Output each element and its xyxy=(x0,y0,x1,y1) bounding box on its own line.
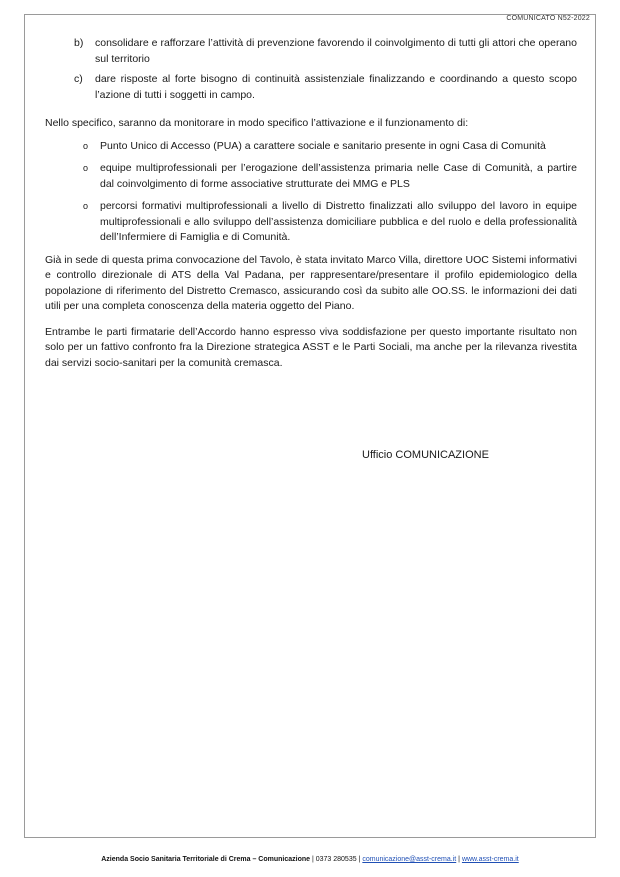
footer-organization: Azienda Socio Sanitaria Territoriale di Crema – Comunicazione xyxy=(101,856,311,863)
document-body xyxy=(45,36,577,381)
footer-phone: 0373 280535 xyxy=(315,856,357,863)
lettered-list xyxy=(45,36,577,103)
bullet-list xyxy=(45,139,577,246)
footer-separator: | xyxy=(456,856,462,863)
list-item-text: percorsi formativi multiprofessionali a livello di Distretto finalizzati allo sviluppo del lavoro in equipe multiprofessionali e allo sviluppo dell’assistenza domiciliare pubblica e del ruolo e della professionalità dell’Infermiere di Famiglia e di Comunità. xyxy=(100,200,577,243)
list-marker: c) xyxy=(74,73,83,85)
list-item xyxy=(45,161,577,192)
signature: Ufficio COMUNICAZIONE xyxy=(362,449,489,461)
list-item-text: equipe multiprofessionali per l’erogazione dell’assistenza primaria nelle Case di Comunità, a partire dal coinvolgimento di forme associative strutturate dei MMG e PLS xyxy=(100,162,577,190)
footer-separator: | xyxy=(310,856,316,863)
intro-paragraph: Nello specifico, saranno da monitorare in modo specifico l’attivazione e il funzionamento di: xyxy=(45,117,469,129)
footer-email-link[interactable]: comunicazione@asst-crema.it xyxy=(362,856,457,863)
list-marker: b) xyxy=(74,37,84,49)
document-reference: COMUNICATO N52-2022 xyxy=(506,15,590,22)
bullet-marker: o xyxy=(83,163,89,173)
bullet-marker: o xyxy=(83,140,89,151)
list-item-text: Punto Unico di Accesso (PUA) a carattere sociale e sanitario presente in ogni Casa di Comunità xyxy=(100,139,546,152)
bullet-marker: o xyxy=(83,201,89,211)
list-item-text: consolidare e rafforzare l’attività di prevenzione favorendo il coinvolgimento di tutti gli attori che operano sul territorio xyxy=(95,37,577,65)
list-item xyxy=(45,36,577,67)
body-paragraph: Già in sede di questa prima convocazione del Tavolo, è stata invitato Marco Villa, direttore UOC Sistemi informativi e controllo direzionale di ATS della Val Padana, per rappresentare/presentare il profilo epidemiologico della popolazione di riferimento del Distretto Cremasco, assicurando così da subito alle OO.SS. le informazioni dei dati utili per una completa conoscenza della materia oggetto del Piano. xyxy=(45,253,577,312)
footer-separator: | xyxy=(356,856,363,863)
page-footer xyxy=(0,856,620,863)
list-item xyxy=(45,139,577,155)
footer-website-link[interactable]: www.asst-crema.it xyxy=(461,856,519,863)
list-item xyxy=(45,199,577,246)
list-item xyxy=(45,72,577,103)
body-paragraph: Entrambe le parti firmatarie dell’Accordo hanno espresso viva soddisfazione per questo importante risultato non solo per un fattivo confronto fra la Direzione strategica ASST e le Parti Sociali, ma anche per la rilevanza rivestita dai servizi socio-sanitari per la comunità cremasca. xyxy=(45,325,577,369)
list-item-text: dare risposte al forte bisogno di continuità assistenziale finalizzando e coordinando a questo scopo l’azione di tutti i soggetti in campo. xyxy=(95,73,577,101)
